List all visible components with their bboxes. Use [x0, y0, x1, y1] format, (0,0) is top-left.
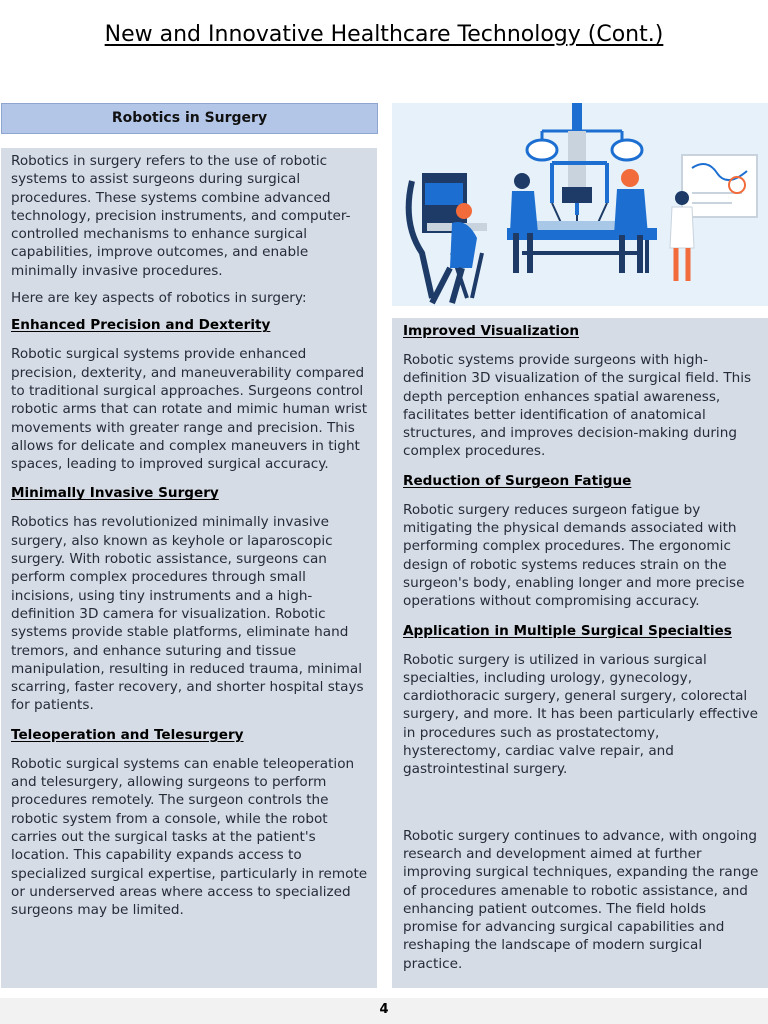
body-enhanced-precision: Robotic surgical systems provide enhanced precision, dexterity, and maneuverability compared to traditional surgical approaches. Surgeons control robotic arms that can rotate and mimic human wrist movements with greater range and precision. This allows for delicate and complex maneuvers in tight spaces, leading to improved surgical accuracy. — [11, 346, 368, 473]
page-title: New and Innovative Healthcare Technology (Cont.) — [104, 22, 664, 47]
right-column-panel — [392, 318, 768, 988]
page-number: 4 — [379, 1002, 389, 1017]
heading-enhanced-precision: Enhanced Precision and Dexterity — [11, 317, 271, 334]
heading-minimally-invasive: Minimally Invasive Surgery — [11, 485, 219, 502]
body-multiple-specialties: Robotic surgery is utilized in various surgical specialties, including urology, gynecology, cardiothoracic surgery, general surgery, colorectal surgery, and more. It has been particularly effective in procedures such as prostatectomy, hysterectomy, cardiac valve repair, and gastrointestinal surgery. — [403, 651, 759, 778]
body-improved-visualization: Robotic systems provide surgeons with high-definition 3D visualization of the surgical field. This depth perception enhances spatial awareness, facilitates better identification of anatomical structures, and improves decision-making during complex procedures. — [403, 352, 752, 460]
intro-paragraph: Robotics in surgery refers to the use of robotic systems to assist surgeons during surgical procedures. These systems combine advanced technology, precision instruments, and computer-controlled mechanisms to enhance surgical capabilities, improve outcomes, and enable minimally invasive procedures. — [11, 153, 351, 279]
conclusion-paragraph: Robotic surgery continues to advance, with ongoing research and development aimed at further improving surgical techniques, expanding the range of procedures amenable to robotic assistance, and enhancing patient outcomes. The field holds promise for advancing surgical capabilities and reshaping the landscape of modern surgical practice. — [403, 827, 759, 972]
body-minimally-invasive: Robotics has revolutionized minimally invasive surgery, also known as keyhole or laparoscopic surgery. With robotic assistance, surgeons can perform complex procedures through small incisions, using tiny instruments and a high-definition 3D camera for visualization. Robotic systems provide stable platforms, eliminate hand tremors, and enhance suturing and tissue manipulation, resulting in reduced trauma, minimal scarring, faster recovery, and shorter hospital stays for patients. — [11, 514, 364, 714]
robotic-surgery-icon — [392, 103, 768, 306]
robotic-surgery-illustration — [392, 103, 768, 306]
section-header: Robotics in Surgery — [1, 103, 378, 134]
heading-multiple-specialties: Application in Multiple Surgical Specialties — [403, 622, 732, 639]
body-teleoperation: Robotic surgical systems can enable teleoperation and telesurgery, allowing surgeons to perform procedures remotely. The surgeon controls the robotic system from a console, while the robot carries out the surgical tasks at the patient's location. This capability expands access to specialized surgical expertise, particularly in remote or underserved areas where access to specialized surgeons may be limited. — [11, 755, 368, 919]
heading-surgeon-fatigue: Reduction of Surgeon Fatigue — [403, 472, 632, 489]
lead-in-paragraph: Here are key aspects of robotics in surgery: — [11, 290, 307, 307]
heading-improved-visualization: Improved Visualization — [403, 323, 580, 339]
body-surgeon-fatigue: Robotic surgery reduces surgeon fatigue by mitigating the physical demands associated with performing complex procedures. The ergonomic design of robotic systems reduces strain on the surgeon's body, enabling longer and more precise operations without compromising accuracy. — [403, 501, 745, 610]
left-column-panel — [1, 148, 377, 988]
heading-teleoperation: Teleoperation and Telesurgery — [11, 726, 244, 743]
